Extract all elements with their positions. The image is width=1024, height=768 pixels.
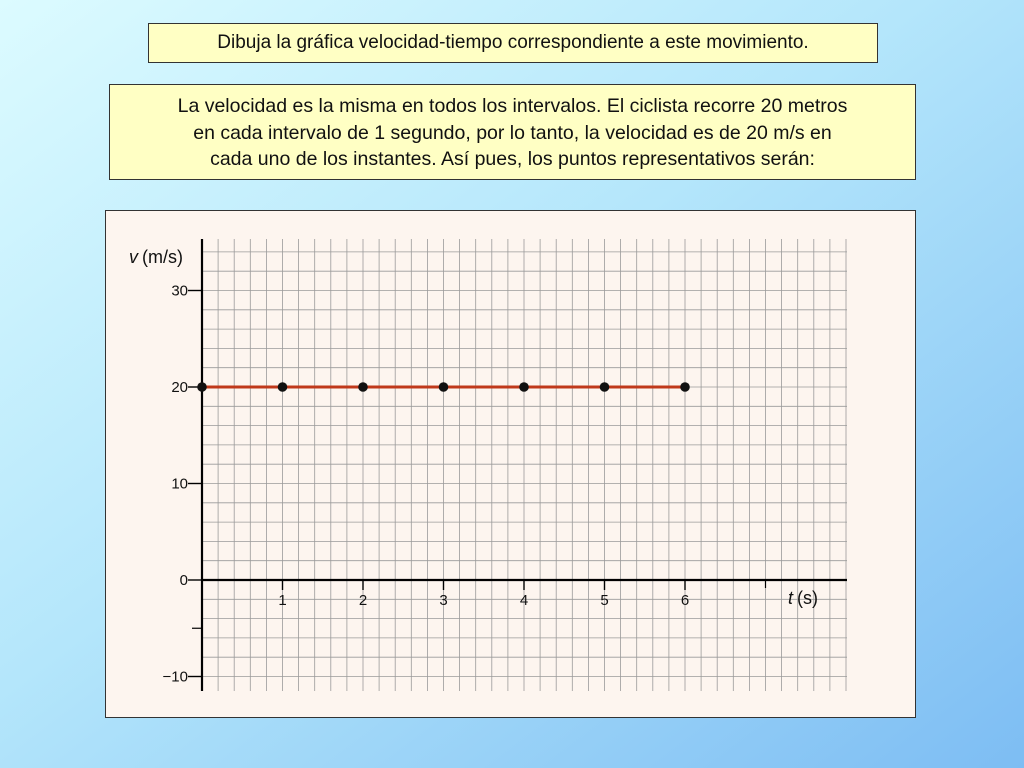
data-point bbox=[278, 382, 288, 392]
y-tick-label: 20 bbox=[171, 379, 188, 396]
y-tick-label: 10 bbox=[171, 475, 188, 493]
ticks bbox=[163, 283, 766, 686]
y-tick-label: −10 bbox=[162, 668, 188, 686]
x-tick-label: 3 bbox=[439, 592, 448, 609]
data-point bbox=[197, 382, 207, 392]
data-point bbox=[680, 382, 690, 392]
explanation-line-1: La velocidad es la misma en todos los intervalos. El ciclista recorre 20 metros bbox=[177, 95, 848, 117]
x-axis-unit: (s) bbox=[797, 588, 819, 608]
x-tick-label: 1 bbox=[278, 592, 287, 609]
data-point bbox=[358, 382, 368, 392]
data-point bbox=[600, 382, 610, 392]
velocity-time-chart bbox=[106, 211, 915, 717]
grid bbox=[202, 239, 847, 691]
explanation-line-2: en cada intervalo de 1 segundo, por lo tanto, la velocidad es de 20 m/s en bbox=[193, 121, 832, 144]
y-axis-title bbox=[129, 247, 183, 267]
x-tick-label: 6 bbox=[680, 592, 690, 609]
explanation-line-3: cada uno de los instantes. Así pues, los puntos representativos serán: bbox=[210, 148, 815, 170]
x-tick-label: 2 bbox=[358, 592, 368, 609]
x-axis-var: t bbox=[788, 588, 794, 608]
y-tick-label: 0 bbox=[179, 572, 188, 589]
exercise-title bbox=[148, 23, 878, 63]
y-axis-var: v bbox=[129, 247, 138, 267]
explanation-box bbox=[109, 84, 916, 180]
series bbox=[197, 382, 690, 392]
y-axis-unit: (m/s) bbox=[142, 247, 183, 267]
chart-panel bbox=[105, 210, 916, 718]
y-tick-label: 30 bbox=[171, 282, 188, 300]
data-point bbox=[439, 382, 449, 392]
exercise-title-text: Dibuja la gráfica velocidad-tiempo correspondiente a este movimiento. bbox=[217, 32, 809, 53]
x-axis-title bbox=[788, 588, 818, 608]
data-point bbox=[519, 382, 529, 392]
x-tick-label: 4 bbox=[519, 592, 529, 609]
x-tick-label: 5 bbox=[600, 592, 609, 609]
